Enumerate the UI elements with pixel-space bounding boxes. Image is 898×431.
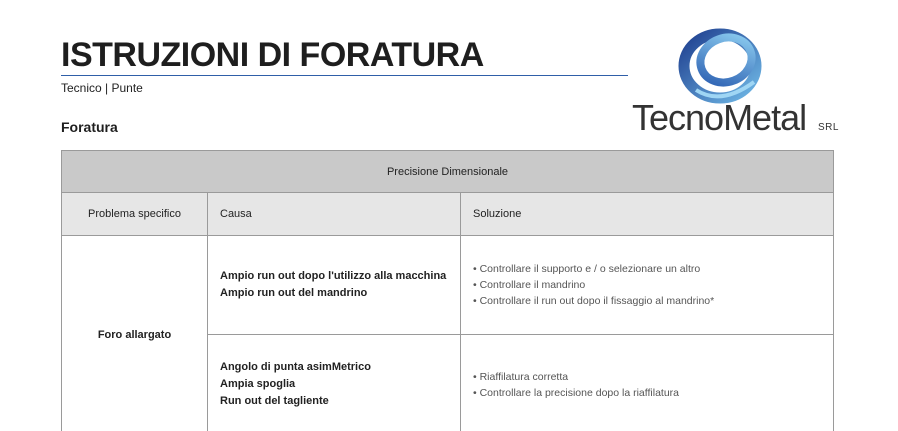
cause-cell [208, 236, 461, 335]
cause-line: Angolo di punta asimMetrico [220, 361, 371, 373]
cause-line: Ampio run out dopo l'utilizzo alla macchina [220, 270, 447, 282]
solution-line: • Controllare il run out dopo il fissaggio al mandrino* [473, 295, 715, 307]
problem-cell: Foro allargato [62, 236, 208, 431]
title-underline [61, 75, 628, 76]
cause-cell [208, 335, 461, 431]
brand-logo-text: TecnoMetal [632, 97, 807, 138]
page-subtitle: Tecnico | Punte [61, 81, 143, 95]
section-heading: Foratura [61, 119, 118, 135]
table-row [62, 236, 834, 335]
drilling-instructions-table [61, 150, 834, 431]
solution-line: • Riaffilatura corretta [473, 370, 569, 383]
solution-line: • Controllare il supporto e / o selezionare un altro [473, 263, 701, 275]
swirl-ring-logo-icon [676, 20, 768, 104]
brand-logo-suffix: SRL [818, 122, 839, 133]
page-title: ISTRUZIONI DI FORATURA [61, 36, 484, 74]
column-header-problem: Problema specifico [62, 193, 208, 236]
column-header-solution: Soluzione [461, 193, 834, 236]
solution-line: • Controllare la precisione dopo la riaffilatura [473, 386, 680, 399]
column-header-cause: Causa [208, 193, 461, 236]
solution-line: • Controllare il mandrino [473, 279, 586, 291]
solution-cell [461, 236, 834, 335]
cause-line: Run out del tagliente [220, 395, 329, 407]
group-header: Precisione Dimensionale [62, 151, 834, 193]
solution-cell [461, 335, 834, 431]
cause-line: Ampio run out del mandrino [220, 287, 368, 299]
cause-line: Ampia spoglia [220, 378, 296, 390]
